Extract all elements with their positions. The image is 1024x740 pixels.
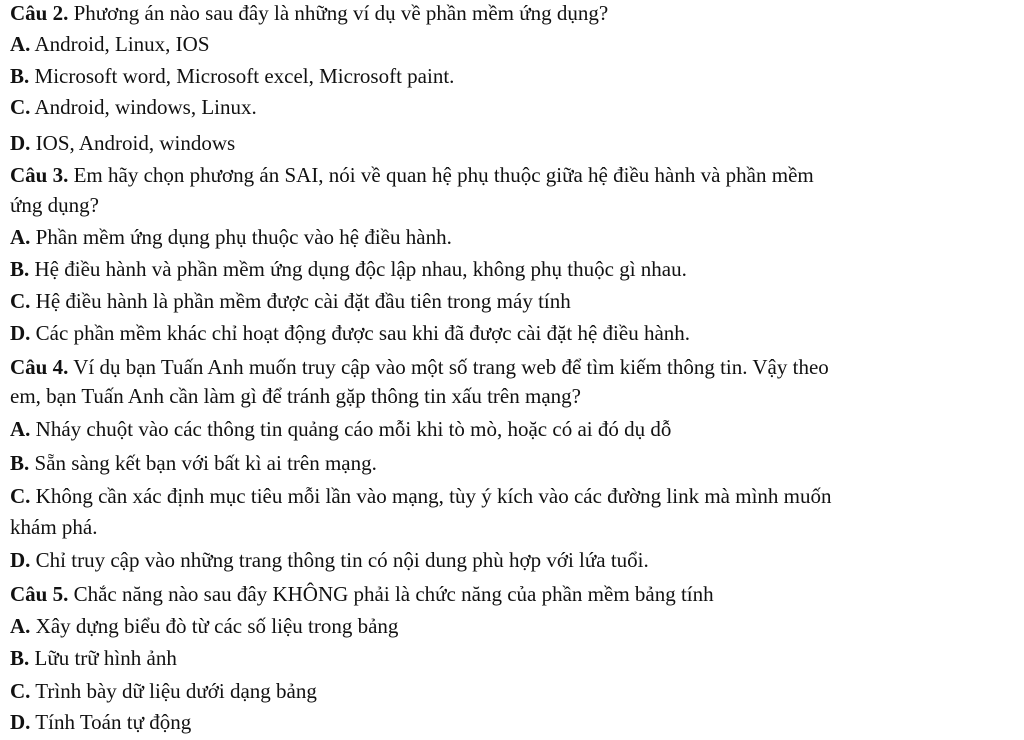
question-4-option-b bbox=[10, 448, 1018, 478]
option-text: Sẵn sàng kết bạn với bất kì ai trên mạng. bbox=[29, 451, 377, 475]
question-4-stem-line-1 bbox=[10, 352, 1018, 382]
option-letter: B. bbox=[10, 64, 30, 88]
option-letter: A. bbox=[10, 417, 31, 441]
question-stem-text: Em hãy chọn phương án SAI, nói về quan hệ phụ thuộc giữa hệ điều hành và phần mềm bbox=[68, 163, 814, 187]
option-letter: D. bbox=[10, 131, 31, 155]
option-letter: A. bbox=[10, 614, 31, 638]
question-2-stem-line-1 bbox=[10, 0, 1018, 28]
question-stem-text: ứng dụng? bbox=[10, 193, 99, 217]
question-stem-text: Chắc năng nào sau đây KHÔNG phải là chức năng của phần mềm bảng tính bbox=[68, 582, 714, 606]
option-text: khám phá. bbox=[10, 515, 98, 539]
question-2-option-c bbox=[10, 92, 1018, 122]
option-letter: A. bbox=[10, 225, 31, 249]
option-letter: D. bbox=[10, 321, 31, 345]
question-5-stem-line-1 bbox=[10, 579, 1018, 609]
option-text: Trình bày dữ liệu dưới dạng bảng bbox=[30, 679, 317, 703]
question-3-option-d bbox=[10, 318, 1018, 348]
question-4-option-d bbox=[10, 545, 1018, 575]
option-letter: B. bbox=[10, 257, 30, 281]
option-text: Tính Toán tự động bbox=[30, 710, 192, 734]
question-stem-text: Phương án nào sau đây là những ví dụ về phần mềm ứng dụng? bbox=[68, 1, 609, 25]
question-3-option-a bbox=[10, 222, 1018, 252]
option-text: Xây dựng biểu đò từ các số liệu trong bảng bbox=[30, 614, 399, 638]
option-text: Nháy chuột vào các thông tin quảng cáo mỗi khi tò mò, hoặc có ai đó dụ dỗ bbox=[30, 417, 672, 441]
option-letter: C. bbox=[10, 484, 31, 508]
question-2-option-a bbox=[10, 29, 1018, 59]
question-number: Câu 4. bbox=[10, 355, 69, 379]
question-number: Câu 2. bbox=[10, 1, 69, 25]
option-letter: C. bbox=[10, 679, 31, 703]
option-text: Phần mềm ứng dụng phụ thuộc vào hệ điều hành. bbox=[30, 225, 452, 249]
question-stem-text: em, bạn Tuấn Anh cần làm gì để tránh gặp thông tin xấu trên mạng? bbox=[10, 384, 581, 408]
question-number: Câu 3. bbox=[10, 163, 69, 187]
question-4-stem-line-2 bbox=[10, 381, 1018, 411]
question-4-option-c-continuation bbox=[10, 512, 1018, 542]
option-text: Các phần mềm khác chỉ hoạt động được sau khi đã được cài đặt hệ điều hành. bbox=[30, 321, 691, 345]
option-text: IOS, Android, windows bbox=[30, 131, 236, 155]
question-2-option-d bbox=[10, 128, 1018, 158]
question-3-stem-line-1 bbox=[10, 160, 1018, 190]
option-text: Hệ điều hành là phần mềm được cài đặt đầu tiên trong máy tính bbox=[30, 289, 571, 313]
question-number: Câu 5. bbox=[10, 582, 69, 606]
option-text: Android, Linux, IOS bbox=[30, 32, 210, 56]
question-5-option-d bbox=[10, 707, 1018, 737]
option-text: Lữu trữ hình ảnh bbox=[29, 646, 177, 670]
question-4-option-c bbox=[10, 481, 1018, 511]
option-letter: D. bbox=[10, 710, 31, 734]
option-letter: B. bbox=[10, 646, 30, 670]
question-2-option-b bbox=[10, 61, 1018, 91]
option-letter: B. bbox=[10, 451, 30, 475]
option-letter: C. bbox=[10, 289, 31, 313]
option-text: Hệ điều hành và phần mềm ứng dụng độc lập nhau, không phụ thuộc gì nhau. bbox=[29, 257, 687, 281]
question-5-option-b bbox=[10, 643, 1018, 673]
question-3-stem-line-2 bbox=[10, 190, 1018, 220]
option-text: Microsoft word, Microsoft excel, Microsoft paint. bbox=[29, 64, 455, 88]
option-text: Chỉ truy cập vào những trang thông tin có nội dung phù hợp với lứa tuổi. bbox=[30, 548, 649, 572]
option-text: Không cần xác định mục tiêu mỗi lần vào mạng, tùy ý kích vào các đường link mà mình muốn bbox=[30, 484, 832, 508]
option-letter: C. bbox=[10, 95, 31, 119]
option-letter: A. bbox=[10, 32, 31, 56]
question-3-option-b bbox=[10, 254, 1018, 284]
question-5-option-c bbox=[10, 676, 1018, 706]
question-4-option-a bbox=[10, 414, 1018, 444]
option-text: Android, windows, Linux. bbox=[30, 95, 257, 119]
option-letter: D. bbox=[10, 548, 31, 572]
question-5-option-a bbox=[10, 611, 1018, 641]
question-stem-text: Ví dụ bạn Tuấn Anh muốn truy cập vào một số trang web để tìm kiếm thông tin. Vậy theo bbox=[68, 355, 829, 379]
question-3-option-c bbox=[10, 286, 1018, 316]
